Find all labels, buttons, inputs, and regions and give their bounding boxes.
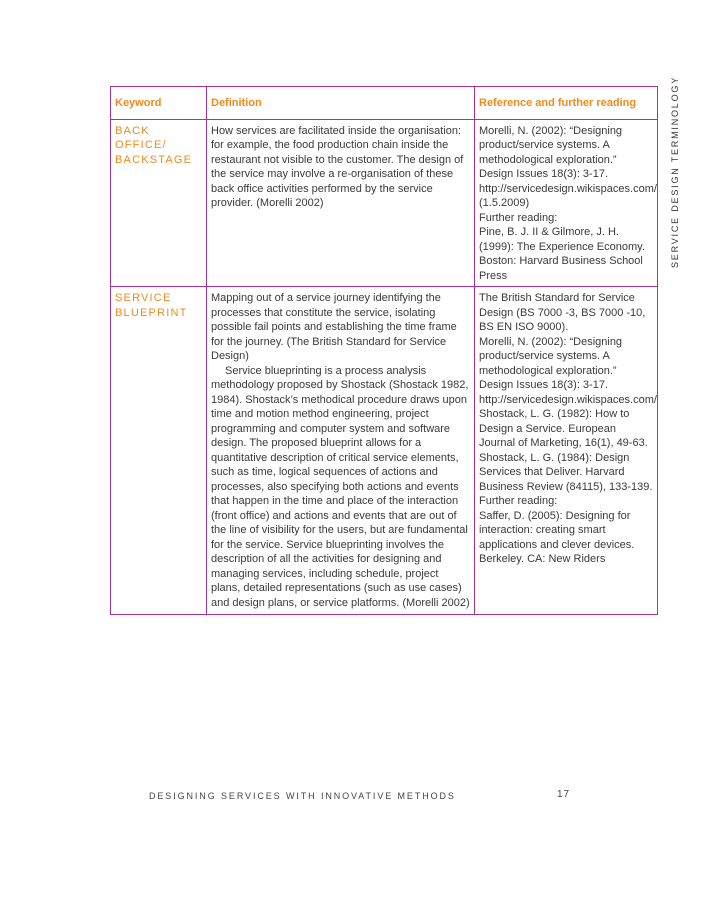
table-header-row <box>111 87 658 120</box>
reference-entry: Pine, B. J. II & Gilmore, J. H. (1999): The Experience Economy. Boston: Harvard Business School Press <box>479 226 645 282</box>
keyword-line: BACK OFFICE/ <box>115 124 167 151</box>
further-reading-label: Further reading: <box>479 211 558 224</box>
reference-entry: Saffer, D. (2005): Designing for interaction: creating smart applications and clever devices. Berkeley. CA: New Riders <box>479 509 635 565</box>
keyword-cell <box>111 119 207 287</box>
keyword-cell <box>111 287 207 615</box>
reference-entry: Shostack, L. G. (1984): Design Services that Deliver. Harvard Business Review (84115), 133-139. <box>479 451 653 493</box>
keyword-line: BACKSTAGE <box>115 153 193 166</box>
terminology-table <box>110 86 658 615</box>
definition-paragraph: How services are facilitated inside the organisation: for example, the food production chain inside the restaurant not visible to the customer. The design of the service may involve a re-organisation of these back office activities performed by the service provider. (Morelli 2002) <box>211 124 464 209</box>
further-reading-label: Further reading: <box>479 495 558 507</box>
definition-paragraph: Mapping out of a service journey identifying the processes that constitute the service, isolating possible fail points and establishing the time frame for the journey. (The British Standard for Service Design) <box>211 292 457 362</box>
column-header-reference: Reference and further reading <box>475 87 658 120</box>
reference-entry: The British Standard for Service Design (BS 7000 -3, BS 7000 -10, BS EN ISO 9000). <box>479 292 646 333</box>
column-header-definition: Definition <box>207 87 475 120</box>
reference-entry: Shostack, L. G. (1982): How to Design a Service. European Journal of Marketing, 16(1), 49-63. <box>479 408 648 449</box>
reference-entry: Morelli, N. (2002): “Designing product/service systems. A methodological exploration.” Design Issues 18(3): 3-17. http://servicedesign.wikispaces.com/ <box>479 335 657 406</box>
keyword-line: SERVICE <box>115 292 172 304</box>
definition-cell <box>207 119 475 287</box>
footer-book-title: DESIGNING SERVICES WITH INNOVATIVE METHODS <box>149 791 456 801</box>
page-number: 17 <box>557 789 571 800</box>
table-row <box>111 287 658 615</box>
definition-cell <box>207 287 475 615</box>
keyword-line: BLUEPRINT <box>115 306 188 319</box>
reference-entry: Morelli, N. (2002): “Designing product/service systems. A methodological exploration.” Design Issues 18(3): 3-17. http://servicedesign.wikispaces.com/ (1.5.2009) <box>479 124 657 209</box>
reference-cell <box>475 287 658 615</box>
column-header-keyword: Keyword <box>111 87 207 120</box>
reference-cell <box>475 119 658 287</box>
table-row <box>111 119 658 287</box>
running-section-title: SERVICE DESIGN TERMINOLOGY <box>670 76 680 268</box>
definition-paragraph: Service blueprinting is a process analysis methodology proposed by Shostack (Shostack 1982, 1984). Shostack’s methodical procedure draws upon time and motion method engineering, project programming and computer system and software design. The proposed blueprint allows for a quantitative description of critical service elements, such as time, logical sequences of actions and processes, also specifying both actions and events that happen in the time and place of the interaction (front office) and actions and events that are out of the line of visibility for the users, but are fundamental for the service. Service blueprinting involves the description of all the activities for designing and managing services, including schedule, project plans, detailed representations (such as use cases) and design plans, or service platforms. (Morelli 2002) <box>211 364 470 609</box>
